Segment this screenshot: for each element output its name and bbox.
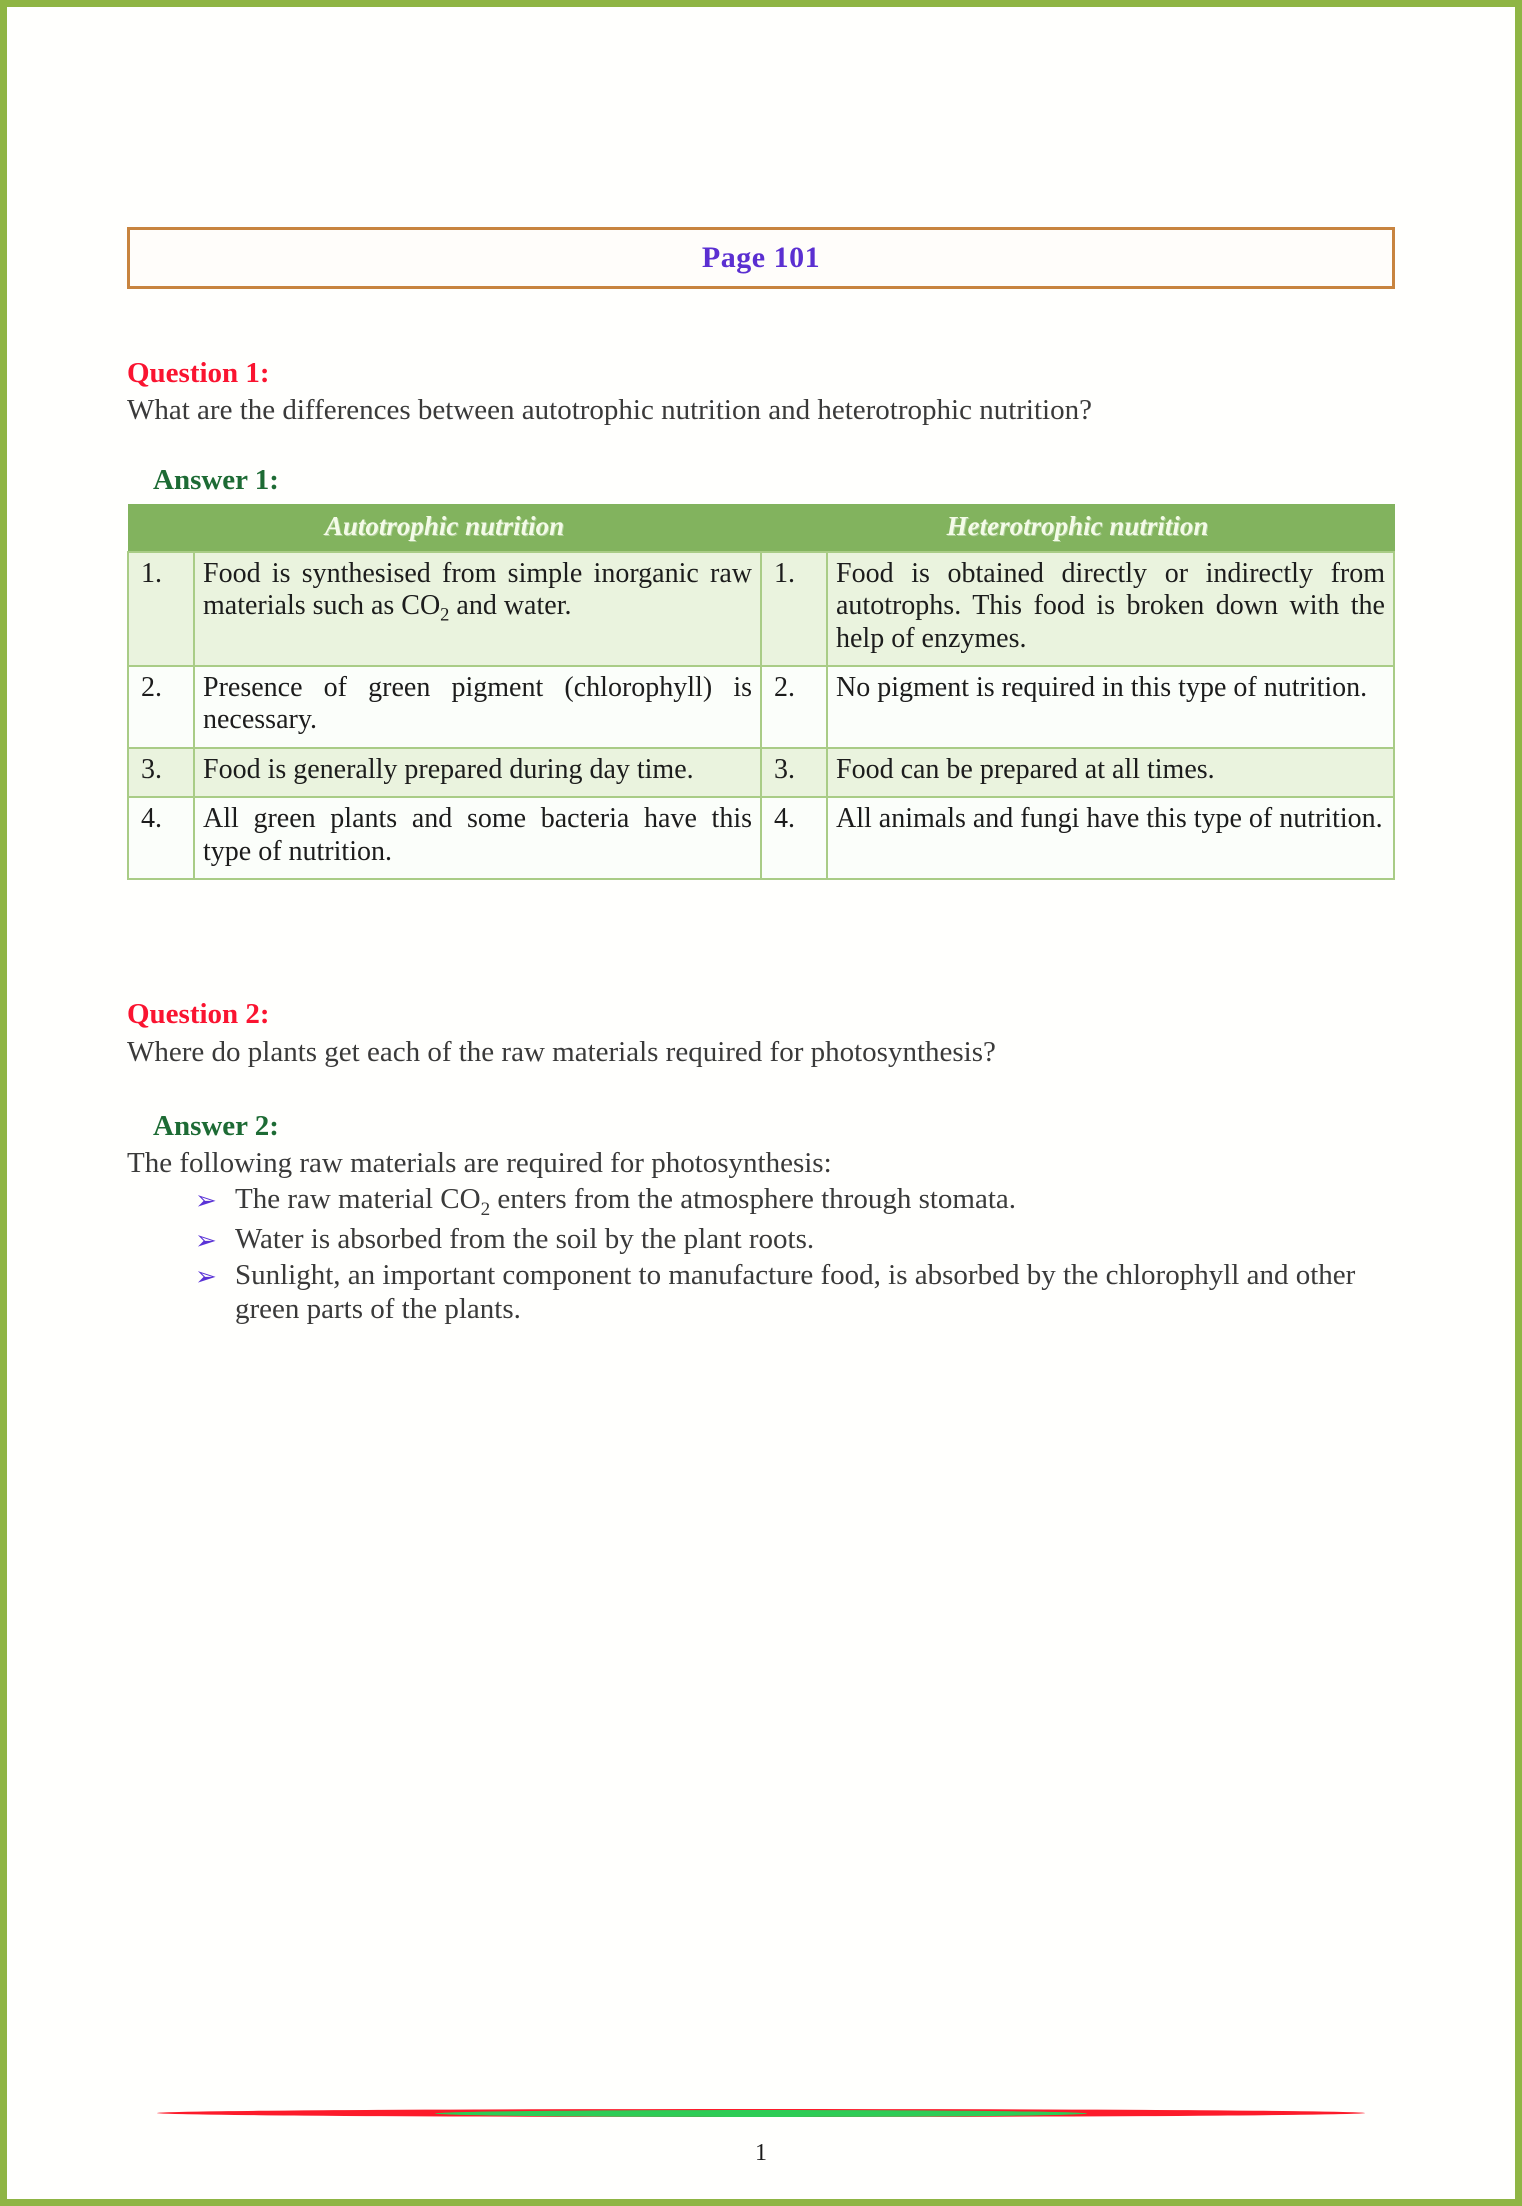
row-number-left: 2. <box>128 666 194 748</box>
row-text-left-part-a: Food is synthesised from simple inorganic raw materials such as CO <box>203 557 752 622</box>
row-text-left <box>194 552 761 666</box>
row-number-left: 1. <box>128 552 194 666</box>
table-row <box>128 748 1394 797</box>
row-text-right: Food can be prepared at all times. <box>827 748 1394 797</box>
table-header-autotrophic: Autotrophic nutrition <box>128 504 761 552</box>
page-header-box <box>127 227 1395 289</box>
list-item-text-b: enters from the atmosphere through stomata. <box>490 1182 1017 1215</box>
question-1-block <box>127 357 1395 428</box>
answer-2-intro: The following raw materials are required for photosynthesis: <box>127 1146 832 1179</box>
list-item-text-a: Water is absorbed from the soil by the plant roots. <box>235 1223 815 1256</box>
page-content-area <box>7 7 1515 2199</box>
question-2-heading: Question 2: <box>127 998 270 1031</box>
footer-decorative-rule <box>157 2100 1365 2126</box>
question-1-text: What are the differences between autotrophic nutrition and heterotrophic nutrition? <box>127 394 1092 427</box>
answer-1-heading: Answer 1: <box>153 464 279 497</box>
table-row <box>128 552 1394 666</box>
table-header-heterotrophic: Heterotrophic nutrition <box>761 504 1394 552</box>
row-text-right: Food is obtained directly or indirectly from autotrophs. This food is broken down with the help of enzymes. <box>827 552 1394 666</box>
arrow-bullet-icon: ➢ <box>195 1185 217 1215</box>
row-text-left-subscript: 2 <box>440 604 450 625</box>
list-item-text-a: Sunlight, an important component to manufacture food, is absorbed by the chlorophyll and other green parts of the plants. <box>235 1259 1356 1325</box>
row-text-right: All animals and fungi have this type of nutrition. <box>827 797 1394 879</box>
answer-1-block <box>127 464 1395 880</box>
arrow-bullet-icon: ➢ <box>195 1262 217 1291</box>
table-header-row <box>128 504 1394 552</box>
table-row <box>128 797 1394 879</box>
row-number-right: 2. <box>761 666 827 748</box>
answer-2-heading: Answer 2: <box>153 1109 279 1142</box>
table-row <box>128 666 1394 748</box>
list-item <box>195 1259 1395 1327</box>
arrow-bullet-icon: ➢ <box>195 1226 217 1256</box>
list-item-subscript: 2 <box>480 1198 491 1220</box>
row-number-right: 3. <box>761 748 827 797</box>
comparison-table <box>127 504 1395 881</box>
row-text-left: All green plants and some bacteria have this type of nutrition. <box>194 797 761 879</box>
question-2-block <box>127 998 1395 1069</box>
page-number: 1 <box>755 2140 767 2166</box>
row-number-left: 3. <box>128 748 194 797</box>
page-footer <box>7 2100 1515 2167</box>
row-text-left-part-b: and water. <box>449 590 572 622</box>
row-number-right: 4. <box>761 797 827 879</box>
row-number-right: 1. <box>761 552 827 666</box>
list-item <box>195 1223 1395 1257</box>
list-item-text-a: The raw material CO <box>235 1182 481 1215</box>
footer-green-lens <box>435 2110 1087 2117</box>
page-title: Page 101 <box>701 241 821 274</box>
answer-2-block <box>127 1110 1395 1327</box>
raw-materials-list <box>127 1183 1395 1327</box>
row-number-left: 4. <box>128 797 194 879</box>
row-text-left: Food is generally prepared during day time. <box>194 748 761 797</box>
question-1-heading: Question 1: <box>127 357 270 389</box>
question-2-text: Where do plants get each of the raw materials required for photosynthesis? <box>127 1035 996 1068</box>
row-text-right: No pigment is required in this type of nutrition. <box>827 666 1394 748</box>
list-item <box>195 1183 1395 1221</box>
row-text-left: Presence of green pigment (chlorophyll) is necessary. <box>194 666 761 748</box>
